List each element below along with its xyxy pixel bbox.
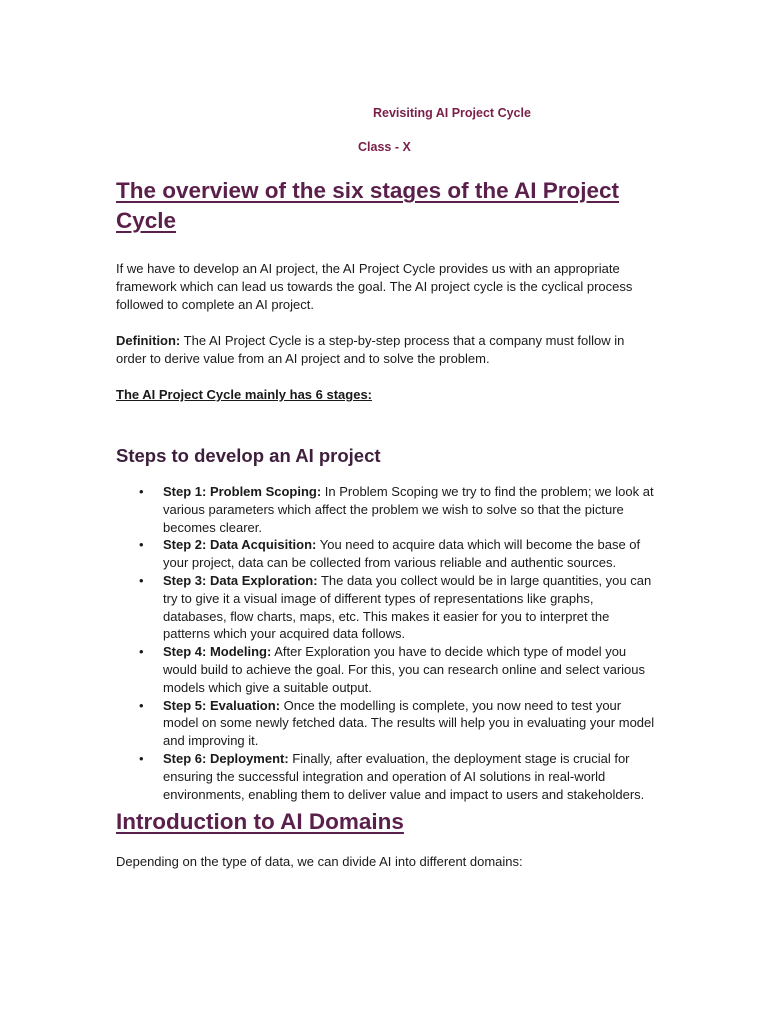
domains-intro-paragraph: Depending on the type of data, we can divide AI into different domains:: [116, 854, 523, 870]
step-label: Step 2: Data Acquisition:: [163, 537, 317, 553]
step-text: The data you collect would be in large quantities, you can try to give it a visual image of different types of representations like graphs, databases, flow charts, maps, etc. This makes it easier for you to interpret the patterns which your acquired data follows.: [163, 572, 652, 642]
step-item-6: [163, 750, 656, 803]
step-item-5: [163, 697, 656, 750]
steps-list: [116, 483, 656, 803]
definition-label: Definition:: [116, 333, 181, 348]
step-text: Finally, after evaluation, the deployment stage is crucial for ensuring the successful integration and operation of AI solutions in real-world environments, enabling them to deliver value and impact to users and stakeholders.: [163, 750, 645, 802]
intro-paragraph: If we have to develop an AI project, the AI Project Cycle provides us with an appropriate framework which can lead us towards the goal. The AI project cycle is the cyclical process followed to complete an AI project.: [116, 261, 633, 312]
step-label: Step 3: Data Exploration:: [163, 572, 318, 588]
step-text: You need to acquire data which will become the base of your project, data can be collected from various reliable and authentic sources.: [163, 537, 641, 571]
step-label: Step 6: Deployment:: [163, 750, 289, 766]
document-body: [116, 176, 656, 871]
step-item-3: [163, 572, 656, 643]
step-label: Step 5: Evaluation:: [163, 697, 281, 713]
step-text: After Exploration you have to decide which type of model you would build to achieve the goal. For this, you can research online and select various models which give a suitable output.: [163, 644, 646, 695]
step-label: Step 1: Problem Scoping:: [163, 484, 322, 499]
definition-text: The AI Project Cycle is a step-by-step process that a company must follow in order to derive value from an AI project and to solve the problem.: [116, 333, 625, 366]
stages-note: The AI Project Cycle mainly has 6 stages:: [116, 387, 373, 402]
step-text: In Problem Scoping we try to find the problem; we look at various parameters which affect the problem we wish to solve so that the picture becomes clearer.: [163, 484, 654, 535]
step-item-4: [163, 643, 656, 696]
steps-heading: Steps to develop an AI project: [116, 445, 381, 466]
definition-paragraph: [116, 332, 656, 368]
step-item-2: [163, 536, 656, 572]
main-heading: The overview of the six stages of the AI Project Cycle: [116, 178, 620, 233]
document-header-title: Revisiting AI Project Cycle: [373, 106, 531, 120]
domains-heading: Introduction to AI Domains: [116, 809, 404, 835]
step-text: Once the modelling is complete, you now need to test your model on some newly fetched data. The results will help you in evaluating your model and improving it.: [163, 697, 655, 749]
step-item-1: [163, 483, 656, 536]
document-class-label: Class - X: [358, 140, 411, 154]
step-label: Step 4: Modeling:: [163, 644, 272, 660]
